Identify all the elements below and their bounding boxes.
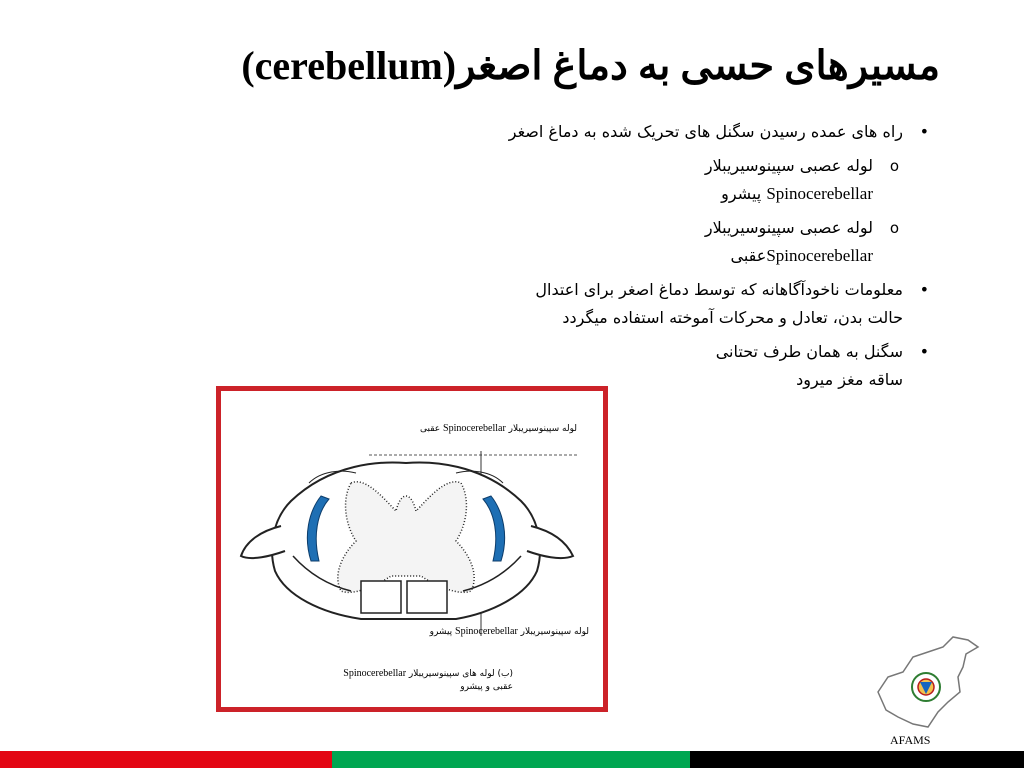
figure-caption-line2: عقبی و پیشرو (460, 682, 513, 692)
figure-label-anterior-en: Spinocerebellar (455, 626, 518, 637)
anterior-column-right (407, 581, 447, 613)
sub-bullet-posterior-en: Spinocerebellar (766, 246, 873, 265)
figure-label-posterior-fa: لوله سپینوسیریبلار (508, 424, 577, 434)
sub-bullet-anterior-tail: پیشرو (721, 184, 762, 203)
figure-label-posterior-tail: عقبی (420, 424, 441, 434)
figure-caption-en: Spinocerebellar (343, 668, 407, 679)
sub-bullet-anterior-fa: لوله عصبی سپینوسیریبلار (704, 156, 873, 175)
bullet-list (489, 118, 929, 394)
figure-label-posterior-en: Spinocerebellar (443, 423, 506, 434)
bullet-item-ipsilateral: • سگنل به همان طرف تحتانی (489, 338, 929, 366)
figure-label-anterior-fa: لوله سپینوسیریبلار (520, 627, 589, 637)
bullet-item-unconscious-info: • معلومات ناخودآگاهانه که توسط دماغ اصغر برای اعتدال حالت بدن، تعادل و محرکات آموخته استفاده میگردد (523, 276, 929, 332)
spinal-cord-cross-section-diagram (221, 391, 603, 707)
bullet-item-pathways: • راه های عمده رسیدن سگنل های تحریک شده به دماغ اصغر (489, 118, 929, 146)
figure-caption-fa: لوله های سپینوسیریبلار (408, 669, 495, 679)
afghanistan-map-logo (868, 632, 988, 732)
footer-bar-black (690, 751, 1024, 768)
bullet-item-ipsilateral-cont: ساقه مغز میرود (796, 370, 903, 389)
sub-bullet-anterior (668, 152, 899, 208)
figure-label-anterior-tail: پیشرو (429, 627, 453, 637)
slide-title: مسیرهای حسی به دماغ اصغر(cerebellum) (241, 43, 940, 88)
figure-caption-prefix: (ب) (497, 669, 513, 679)
footer-bar-green (332, 751, 690, 768)
figure-label-anterior (430, 625, 589, 639)
anterior-column-left (361, 581, 401, 613)
afams-label: AFAMS (890, 733, 931, 747)
spinal-nerve-left (241, 526, 285, 558)
sub-bullet-posterior-fa: لوله عصبی سپینوسیریبلار (704, 218, 873, 237)
sub-bullet-anterior-en: Spinocerebellar (766, 184, 873, 203)
spinal-cord-figure (216, 386, 608, 712)
sub-bullet-marker: o (889, 219, 899, 237)
spinal-nerve-right (527, 526, 573, 558)
sub-bullet-marker: o (889, 157, 899, 175)
footer-bar-red (0, 751, 332, 768)
gray-matter (338, 482, 474, 593)
sub-bullet-posterior-tail: عقبی (730, 246, 767, 265)
sub-bullet-posterior (668, 214, 899, 270)
figure-caption (343, 667, 513, 694)
